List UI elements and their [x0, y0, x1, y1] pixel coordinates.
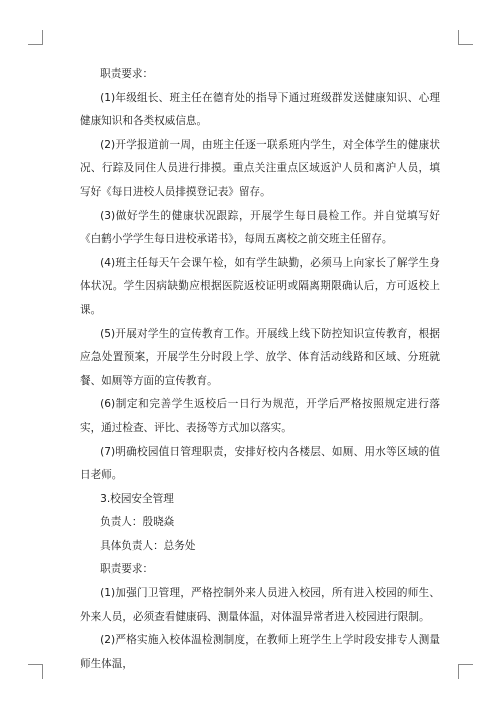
paragraph-duty-heading: 职责要求： — [100, 68, 154, 80]
paragraph-specific-responsible: 具体负责人：总务处 — [100, 539, 196, 552]
paragraph-item-7: (7)明确校园值日管理职责，安排好校内各楼层、如厕、用水等区域的值日老师。 — [80, 445, 440, 482]
crop-mark-top-left — [28, 30, 43, 45]
paragraph-item-3: (3)做好学生的健康状况跟踪，开展学生每日晨检工作。并自觉填写好《白鹤小学学生每日进校承诺书》，每周五离校之前交班主任留存。 — [80, 209, 440, 246]
crop-mark-top-right — [458, 30, 473, 45]
paragraph-item-5: (5)开展对学生的宣传教育工作。开展线上线下防控知识宣传教育，根据应急处置预案，开展学生分时段上学、放学、体育活动线路和区域、分班就餐、如厕等方面的宣传教育。 — [80, 327, 440, 387]
section-heading-campus-safety: 3.校园安全管理 — [100, 492, 174, 505]
paragraph-duty-heading-2: 职责要求： — [100, 563, 154, 576]
crop-mark-bottom-left — [28, 664, 43, 679]
paragraph-item-6: (6)制定和完善学生返校后一日行为规范，开学后严格按照规定进行落实，通过检查、评比、表扬等方式加以落实。 — [80, 398, 440, 434]
paragraph-safety-item-2: (2)严格实施入校体温检测制度，在教师上班学生上学时段安排专人测量师生体温， — [80, 634, 440, 670]
crop-mark-bottom-right — [458, 664, 473, 679]
paragraph-item-1: (1)年级组长、班主任在德育处的指导下通过班级群发送健康知识、心理健康知识和各类权威信息。 — [80, 91, 440, 128]
paragraph-person-in-charge: 负责人：殷晓焱 — [100, 516, 175, 529]
paragraph-item-4: (4)班主任每天午会课午检，如有学生缺勤，必须马上向家长了解学生身体状况。学生因病缺勤应根据医院返校证明或隔离期限确认后，方可返校上课。 — [80, 256, 440, 316]
document-body — [80, 63, 440, 676]
paragraph-item-2: (2)开学报道前一周，由班主任逐一联系班内学生，对全体学生的健康状况、行踪及同住人员进行排摸。重点关注重点区域返沪人员和离沪人员，填写好《每日进校人员排摸登记表》留存。 — [80, 138, 440, 198]
paragraph-safety-item-1: (1)加强门卫管理，严格控制外来人员进入校园，所有进入校园的师生、外来人员，必须查看健康码、测量体温，对体温异常者进入校园进行限制。 — [80, 587, 440, 623]
